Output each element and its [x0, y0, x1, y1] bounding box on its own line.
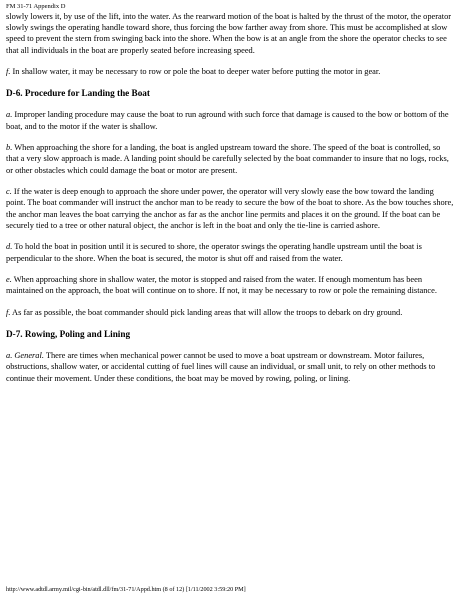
- item-label: b.: [6, 143, 13, 153]
- page-content: [6, 11, 454, 394]
- source-url-footer: http://www.adtdl.army.mil/cgi-bin/atdl.dll/fm/31-71/Appd.htm (8 of 12) [1/11/2002 3:59:20 PM]: [6, 586, 246, 593]
- item-label: a.: [6, 110, 13, 120]
- item-text: To hold the boat in position until it is secured to shore, the operator swings the operating handle upstream until the boat is perpendicular to the shore. When the boat is secured, the motor is shut off and raised from the water.: [6, 242, 422, 263]
- item-text: When approaching the shore for a landing, the boat is angled upstream toward the shore. The speed of the boat is controlled, so that a very slow approach is made. A landing point should be carefully selected by the boat commander to insure that no logs, rocks, or other obstacles which could damage the boat or motor are present.: [6, 143, 449, 175]
- item-label: c.: [6, 187, 12, 197]
- item-text: As far as possible, the boat commander should pick landing areas that will allow the troops to debark on dry ground.: [10, 307, 403, 317]
- running-header: FM 31-71 Appendix D: [6, 3, 66, 10]
- paragraph-d6-a: [6, 109, 454, 131]
- paragraph-d6-e: [6, 274, 454, 296]
- item-text: There are times when mechanical power cannot be used to move a boat upstream or downstream. Motor failures, obstructions, shallow water, or accidental cutting of fuel lines will cause an individual, or small unit, to rely on other methods to continue their movement. Under these conditions, the boat may be moved by rowing, poling, or lining.: [6, 351, 436, 383]
- item-text: Improper landing procedure may cause the boat to run aground with such force that damage is caused to the bow or bottom of the boat, and to the motor if the water is shallow.: [6, 110, 449, 131]
- paragraph-d6-d: [6, 241, 454, 263]
- paragraph-d6-b: [6, 142, 454, 176]
- paragraph-f-shallow-water: [6, 66, 454, 77]
- item-label: f.: [6, 307, 11, 317]
- item-text: In shallow water, it may be necessary to row or pole the boat to deeper water before putting the motor in gear.: [10, 67, 381, 77]
- item-label: a. General.: [6, 351, 44, 361]
- item-label: f.: [6, 67, 11, 77]
- paragraph-d6-c: [6, 186, 454, 231]
- item-label: e.: [6, 275, 12, 285]
- section-heading-d7: D-7. Rowing, Poling and Lining: [6, 328, 131, 339]
- paragraph-d6-f: [6, 307, 454, 318]
- paragraph-d7-a: [6, 350, 454, 384]
- item-text: If the water is deep enough to approach the shore under power, the operator will very slowly ease the bow toward the landing point. The boat commander will instruct the anchor man to be ready to secure the bow of the boat to shore. As the bow touches shore, the anchor man leaves the boat carrying the anchor as far as the anchor line permits and places it on the ground. If the boat can be securely tied to a tree or other natural object, the anchor is left in the boat and only the tie-line is carried ashore.: [6, 187, 454, 230]
- item-text: When approaching shore in shallow water, the motor is stopped and raised from the water. If enough momentum has been maintained on the approach, the boat will continue on to shore. If not, it may be necessary to row or pole the remaining distance.: [6, 275, 437, 296]
- section-heading-d6: D-6. Procedure for Landing the Boat: [6, 87, 150, 98]
- item-label: d.: [6, 242, 13, 252]
- paragraph-continuation: slowly lowers it, by use of the lift, into the water. As the rearward motion of the boat is halted by the thrust of the motor, the operator slowly swings the operating handle toward shore, thus forcing the bow farther away from shore. This must be accomplished at slow speed to prevent the stern from swinging back into the shore. When the bow is at an angle from the shore the operator checks to see that all individuals in the boat are properly seated before increasing speed.: [6, 12, 452, 55]
